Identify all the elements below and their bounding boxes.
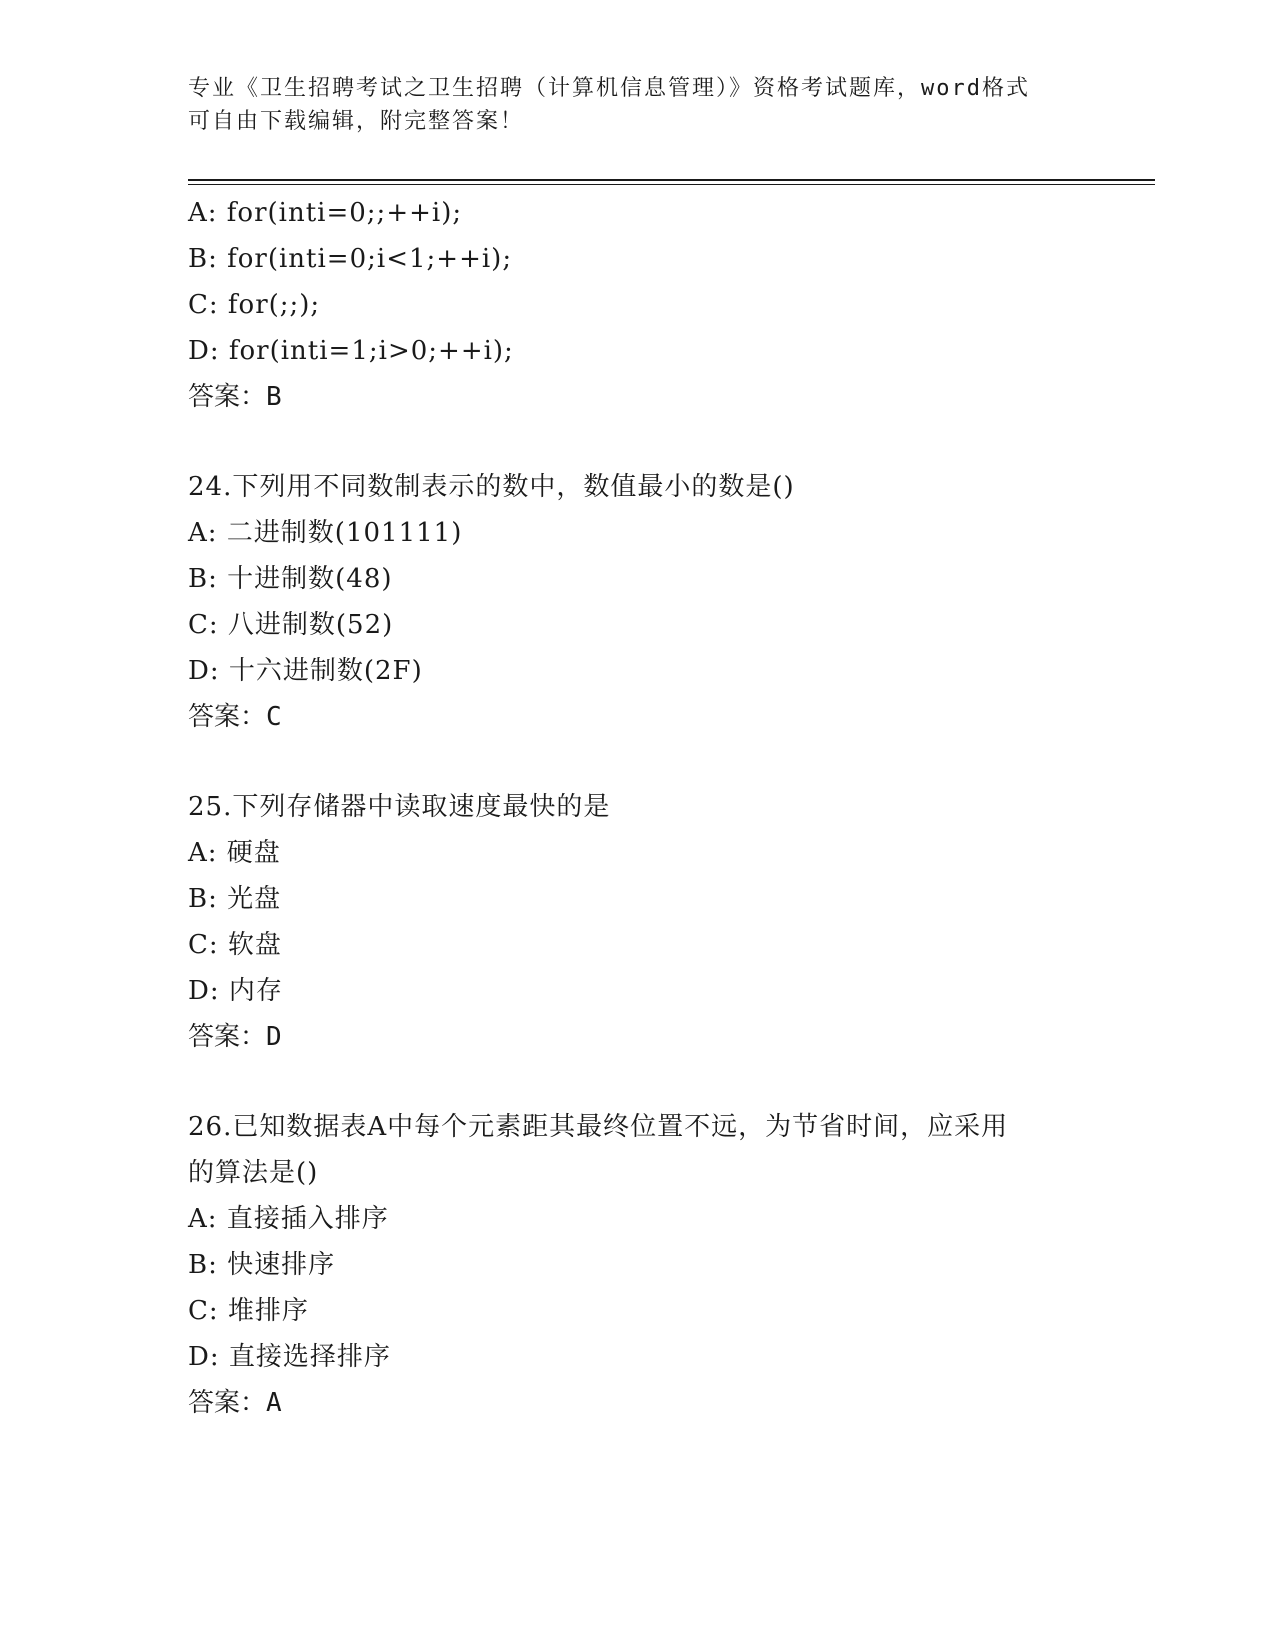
question-stem-line-1: 26.已知数据表A中每个元素距其最终位置不远，为节省时间，应采用: [188, 1112, 1009, 1142]
header-rule-thin: [188, 184, 1155, 185]
question-block-24: [188, 464, 1088, 740]
option-d: D: 十六进制数(2F): [188, 656, 423, 686]
header-line-1: 专业《卫生招聘考试之卫生招聘（计算机信息管理）》资格考试题库，word格式: [188, 76, 1030, 101]
answer-label: 答案：B: [188, 382, 282, 412]
question-stem: 25.下列存储器中读取速度最快的是: [188, 792, 611, 822]
option-b: B: 十进制数(48): [188, 564, 393, 594]
option-d: D: 内存: [188, 976, 283, 1006]
question-stem-line-2: 的算法是(): [188, 1158, 319, 1188]
option-a: A: 硬盘: [188, 838, 281, 868]
option-d: D: for(inti=1;i>0;++i);: [188, 336, 514, 366]
option-a: A: 直接插入排序: [188, 1204, 389, 1234]
header-rule-thick: [188, 179, 1155, 181]
question-block-26: [188, 1104, 1088, 1426]
header-line-2: 可自由下载编辑，附完整答案！: [188, 109, 525, 134]
question-list: [188, 190, 1088, 1426]
question-block-23: [188, 190, 1088, 420]
document-header: [188, 72, 1088, 138]
question-block-25: [188, 784, 1088, 1060]
answer-label: 答案：A: [188, 1388, 282, 1418]
answer-label: 答案：C: [188, 702, 282, 732]
option-a: A: 二进制数(101111): [188, 518, 463, 548]
option-b: B: 快速排序: [188, 1250, 336, 1280]
option-b: B: for(inti=0;i<1;++i);: [188, 244, 513, 274]
option-c: C: for(;;);: [188, 290, 321, 320]
question-stem: 24.下列用不同数制表示的数中，数值最小的数是(): [188, 472, 795, 502]
option-c: C: 堆排序: [188, 1296, 309, 1326]
option-d: D: 直接选择排序: [188, 1342, 391, 1372]
option-c: C: 软盘: [188, 930, 282, 960]
option-b: B: 光盘: [188, 884, 282, 914]
option-c: C: 八进制数(52): [188, 610, 394, 640]
answer-label: 答案：D: [188, 1022, 282, 1052]
option-a: A: for(inti=0;;++i);: [188, 198, 463, 228]
